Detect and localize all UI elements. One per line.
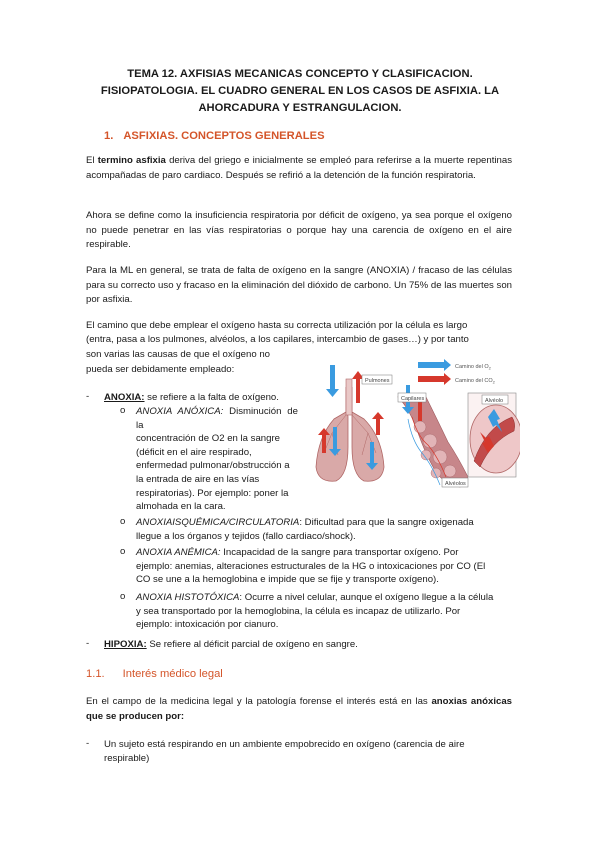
pulmones-label: Pulmones xyxy=(365,378,390,384)
hipoxia-text: Se refiere al déficit parcial de oxígeno en sangre. xyxy=(146,639,358,650)
anoxia-histotoxica xyxy=(136,591,514,632)
anoxica-term: ANOXIA ANÓXICA: xyxy=(136,406,224,417)
anemica-term: ANOXIA ANÉMICA: xyxy=(136,547,221,558)
anoxica-line-1: Disminución de la xyxy=(136,406,298,431)
item1-dash: - xyxy=(86,738,90,749)
section-1-heading xyxy=(104,130,325,142)
paragraph-oxygen-path-line4: pueda ser debidamente empleado: xyxy=(86,364,235,375)
legend-o2-label: Camino del $O_2$ xyxy=(455,364,491,371)
item1-line-1: Un sujeto está respirando en un ambiente empobrecido en oxígeno (carencia de aire xyxy=(104,739,465,750)
anemica-line-3: CO se une a la hemoglobina e impide que se fije y transporte oxígeno). xyxy=(136,574,439,586)
paragraph-oxygen-path-line2: (entra, pasa a los pulmones, alvéolos, a los capilares, intercambio de gases…) y por tanto xyxy=(86,334,469,345)
paragraph-medico-legal xyxy=(86,695,512,724)
anoxica-line-7: almohada en la cara. xyxy=(136,501,226,513)
bullet-isquemica: o xyxy=(120,516,126,527)
paragraph-insufficiency: Ahora se define como la insuficiencia respiratoria por déficit de oxígeno, ya sea porque el oxígeno no puede penetrar en las vías respiratorias o porque hay una carencia de oxígeno en el aire respirable. xyxy=(86,210,512,250)
page-title xyxy=(70,66,530,117)
p1-text-a: El xyxy=(86,155,98,166)
paragraph-oxygen-path-line3: son varias las causas de que el oxígeno no xyxy=(86,349,271,360)
anoxica-line-6: respiratorias). Por ejemplo: poner la xyxy=(136,487,289,499)
trachea xyxy=(346,379,352,415)
anoxica-line-5: la entrada de aire en las vías xyxy=(136,473,260,485)
p1-bold-term: termino asfixia xyxy=(97,155,166,166)
alveolus-detail xyxy=(468,393,520,477)
co2-legend-arrow xyxy=(418,373,451,385)
histotoxica-term: ANOXIA HISTOTÓXICA xyxy=(136,592,240,603)
lungs-illustration xyxy=(316,365,392,481)
title-line-2: FISIOPATOLOGIA. EL CUADRO GENERAL EN LOS CASOS DE ASFIXIA. LA xyxy=(100,85,500,97)
anoxia-isquemica xyxy=(136,516,514,543)
anemica-line-2: ejemplo: anemias, alteraciones estructurales de la HG o intoxicaciones por CO (El xyxy=(136,560,486,572)
histotoxica-line-2: y sea transportado por la hemoglobina, la célula es incapaz de utilizarlo. Por xyxy=(136,605,461,617)
section-1-number: 1. xyxy=(104,130,114,142)
title-line-3: AHORCADURA Y ESTRANGULACION. xyxy=(198,102,402,114)
anoxia-dash: - xyxy=(86,391,90,402)
hipoxia-term: HIPOXIA: xyxy=(104,639,147,650)
legend-co2-label: Camino del $CO_2$ xyxy=(455,378,495,385)
anemica-line-1: Incapacidad de la sangre para transportar oxígeno. Por xyxy=(220,547,459,558)
anoxia-text: se refiere a la falta de oxígeno. xyxy=(144,392,279,403)
legend xyxy=(418,359,496,385)
hipoxia-dash: - xyxy=(86,638,90,649)
paragraph-definition xyxy=(86,154,512,183)
section-1-1-title: Interés médico legal xyxy=(122,668,223,680)
item1-line-2: respirable) xyxy=(104,753,150,764)
anoxia-item xyxy=(104,391,279,405)
hipoxia-item xyxy=(104,638,358,652)
anoxica-line-3: (déficit en el aire respirado, xyxy=(136,446,252,458)
respiration-figure xyxy=(308,357,520,499)
alveolos-label: Alvéolos xyxy=(445,481,466,487)
item1 xyxy=(104,738,512,766)
bullet-anemica: o xyxy=(120,546,126,557)
anoxica-line-4: enfermedad pulmonar/obstrucción a xyxy=(136,460,290,472)
paragraph-ml: Para la ML en general, se trata de falta de oxígeno en la sangre (ANOXIA) / fracaso de las células para su correcto uso y fracaso en la eliminación del dióxido de carbono. Un 75% de las muertes son por asfixia. xyxy=(86,265,512,305)
o2-arrow-in xyxy=(326,365,339,397)
anoxia-anoxica xyxy=(136,405,298,514)
anoxia-anemica xyxy=(136,546,514,587)
section-1-1-heading xyxy=(86,668,223,680)
isquemica-line-2: llegue a los órganos y tejidos (fallo cardiaco/shock). xyxy=(136,530,356,542)
histotoxica-line-3: ejemplo: intoxicación por cianuro. xyxy=(136,619,279,631)
section-1-1-number: 1.1. xyxy=(86,668,105,680)
isquemica-line-1: : Dificultad para que la sangre oxigenada xyxy=(299,517,474,528)
histotoxica-line-1: : Ocurre a nivel celular, aunque el oxígeno llegue a la célula xyxy=(239,592,494,603)
paragraph-oxygen-path-line1: El camino que debe emplear el oxígeno hasta su correcta utilización por la célula es largo xyxy=(86,320,468,331)
respiration-diagram xyxy=(308,357,520,499)
p5-bold: anoxias anóxicas que se producen por: xyxy=(86,696,512,722)
anoxia-term: ANOXIA: xyxy=(104,392,145,403)
section-1-title: ASFIXIAS. CONCEPTOS GENERALES xyxy=(123,130,325,142)
p1-text-c: deriva del griego e inicialmente se empleó para referirse a la muerte repentinas acompañadas de paro cardiaco. Después se refirió a la detención de la función respiratoria. xyxy=(86,155,512,181)
bullet-anoxica: o xyxy=(120,405,126,416)
alveolo-label: Alvéolo xyxy=(485,398,504,404)
alveoli-illustration xyxy=(398,385,468,487)
bullet-histotoxica: o xyxy=(120,591,126,602)
anoxica-line-2: concentración de O2 en la sangre xyxy=(136,433,280,445)
isquemica-term: ANOXIAISQUÉMICA/CIRCULATORIA xyxy=(136,517,300,528)
p5-text-a: En el campo de la medicina legal y la patología forense el interés está en las xyxy=(86,696,432,707)
title-line-1: TEMA 12. AXFISIAS MECANICAS CONCEPTO Y CLASIFICACION. xyxy=(127,68,473,80)
capilares-label: Capilares xyxy=(401,396,425,402)
o2-legend-arrow xyxy=(418,359,451,371)
